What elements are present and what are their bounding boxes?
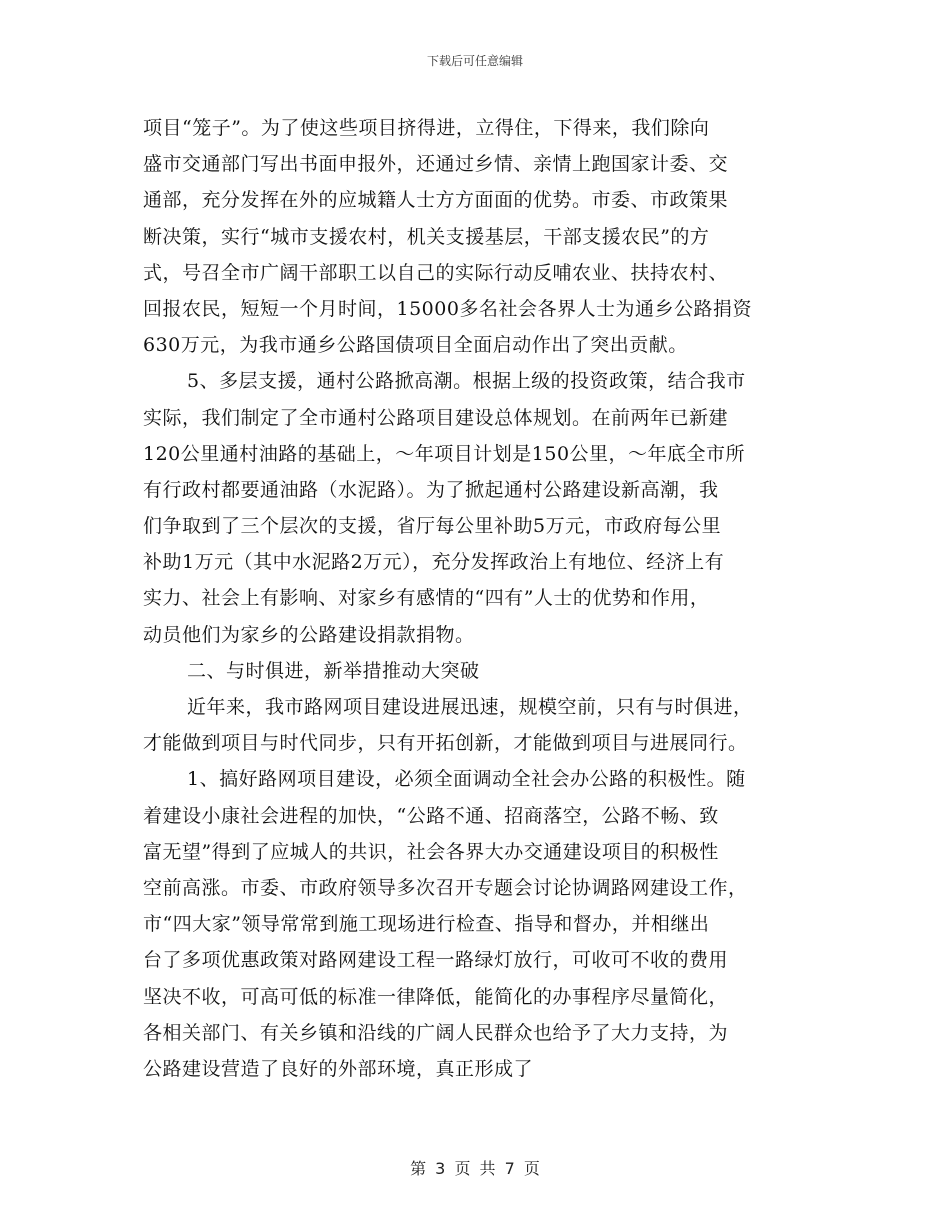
text-line: 实力、社会上有影响、对家乡有感情的“四有”人士的优势和作用， [143, 587, 710, 610]
text-line: 着建设小康社会进程的加快，“公路不通、招商落空，公路不畅、致 [143, 804, 719, 827]
text-line: 断决策，实行“城市支援农村，机关支援基层，干部支援农民”的方 [143, 225, 710, 248]
text-line: 实际，我们制定了全市通村公路项目建设总体规划。在前两年已新建 [143, 406, 729, 429]
text-line: 公路建设营造了良好的外部环境，真正形成了 [143, 1057, 534, 1080]
text-line: 们争取到了三个层次的支援，省厅每公里补助5万元，市政府每公里 [143, 515, 722, 538]
body-text [143, 110, 813, 1087]
paragraph-start-line: 近年来，我市路网项目建设进展迅速，规模空前，只有与时俱进， [187, 696, 753, 718]
section-heading: 二、与时俱进，新举措推动大突破 [187, 659, 480, 682]
text-line: 有行政村都要通油路（水泥路）。为了掀起通村公路建设新高潮，我 [143, 478, 719, 501]
text-line: 台了多项优惠政策对路网建设工程一路绿灯放行，可收可不收的费用 [143, 949, 729, 972]
paragraph-start-line: 1、搞好路网项目建设，必须全面调动全社会办公路的积极性。随 [187, 768, 746, 791]
text-line: 坚决不收，可高可低的标准一律降低，能简化的办事程序尽量简化， [143, 985, 729, 1008]
text-line: 市“四大家”领导常常到施工现场进行检查、指导和督办，并相继出 [143, 913, 710, 936]
text-line: 盛市交通部门写出书面申报外，还通过乡情、亲情上跑国家计委、交 [143, 153, 729, 176]
paragraph-start-line: 5、多层支援，通村公路掀高潮。根据上级的投资政策，结合我市 [187, 370, 746, 393]
text-line: 式，号召全市广阔干部职工以自己的实际行动反哺农业、扶持农村、 [143, 261, 729, 284]
page-header: 下载后可任意编辑 [426, 54, 523, 68]
text-line: 回报农民，短短一个月时间，15000多名社会各界人士为通乡公路捐资 [143, 297, 752, 320]
text-line: 630万元，为我市通乡公路国债项目全面启动作出了突出贡献。 [143, 334, 688, 357]
text-line: 才能做到项目与时代同步，只有开拓创新，才能做到项目与进展同行。 [143, 732, 748, 755]
text-line: 各相关部门、有关乡镇和沿线的广阔人民群众也给予了大力支持，为 [143, 1021, 729, 1044]
text-line: 项目“笼子”。为了使这些项目挤得进，立得住，下得来，我们除向 [143, 117, 710, 139]
page-footer: 第 3 页 共 7 页 [410, 1159, 540, 1178]
text-line: 空前高涨。市委、市政府领导多次召开专题会讨论协调路网建设工作， [143, 876, 748, 899]
text-line: 动员他们为家乡的公路建设捐款捐物。 [143, 623, 475, 646]
text-line: 120公里通村油路的基础上，～年项目计划是150公里，～年底全市所 [143, 442, 746, 465]
text-line: 通部，充分发挥在外的应城籍人士方方面面的优势。市委、市政策果 [143, 189, 729, 212]
text-line: 富无望”得到了应城人的共识，社会各界大办交通建设项目的积极性 [143, 840, 719, 863]
text-line: 补助1万元（其中水泥路2万元），充分发挥政治上有地位、经济上有 [143, 551, 725, 574]
